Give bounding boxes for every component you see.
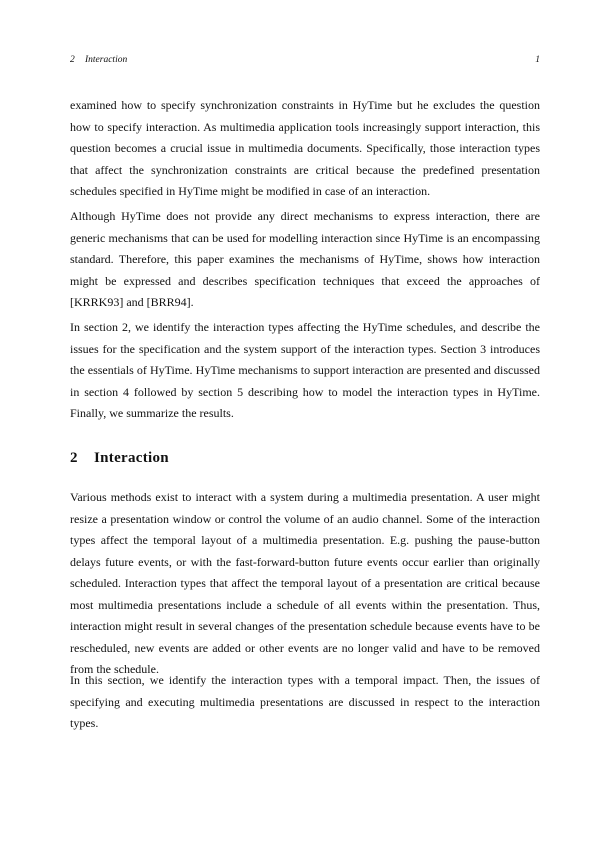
section-number: 2	[70, 450, 78, 466]
intro-paragraph-mechanisms: Although HyTime does not provide any direct mechanisms to express interaction, there are generic mechanisms that can be used for modelling interaction since HyTime is an encompassing standard. Therefore, this paper examines the mechanisms of HyTime, shows how interaction might be expressed and describes specification techniques that exceed the approaches of [KRRK93] and [BRR94].	[70, 209, 540, 309]
intro-paragraph-continued: examined how to specify synchronization constraints in HyTime but he excludes the question how to specify interaction. As multimedia application tools increasingly support interaction, this question becomes a crucial issue in multimedia documents. Specifically, those interaction types that affect the synchronization constraints are critical because the predefined presentation schedules specified in HyTime might be modified in case of an interaction.	[70, 98, 540, 198]
section-paragraph-overview: In this section, we identify the interaction types with a temporal impact. Then, the issues of specifying and executing multimedia presentations are discussed in respect to the interaction types.	[70, 673, 540, 730]
section-heading	[70, 450, 169, 467]
intro-paragraph-outline: In section 2, we identify the interaction types affecting the HyTime schedules, and describe the issues for the specification and the system support of the interaction types. Section 3 introduces the essentials of HyTime. HyTime mechanisms to support interaction are presented and discussed in section 4 followed by section 5 describing how to model the interaction types in HyTime. Finally, we summarize the results.	[70, 320, 540, 420]
section-paragraph-methods: Various methods exist to interact with a system during a multimedia presentation. A user might resize a presentation window or control the volume of an audio channel. Some of the interaction types affect the temporal layout of a multimedia presentation. E.g. pushing the pause-button delays future events, or with the fast-forward-button future events occur earlier than originally scheduled. Interaction types that affect the temporal layout of a presentation are critical because most multimedia presentations include a schedule of all events within the presentation. Thus, interaction might result in several changes of the presentation schedule because events have to be rescheduled, new events are added or other events are no longer valid and have to be removed from the schedule.	[70, 490, 540, 676]
section-title: Interaction	[94, 450, 169, 466]
page-number: 1	[535, 55, 540, 65]
running-head-section-title: Interaction	[85, 55, 128, 65]
running-head	[70, 55, 540, 69]
running-head-section-number: 2	[70, 55, 75, 65]
